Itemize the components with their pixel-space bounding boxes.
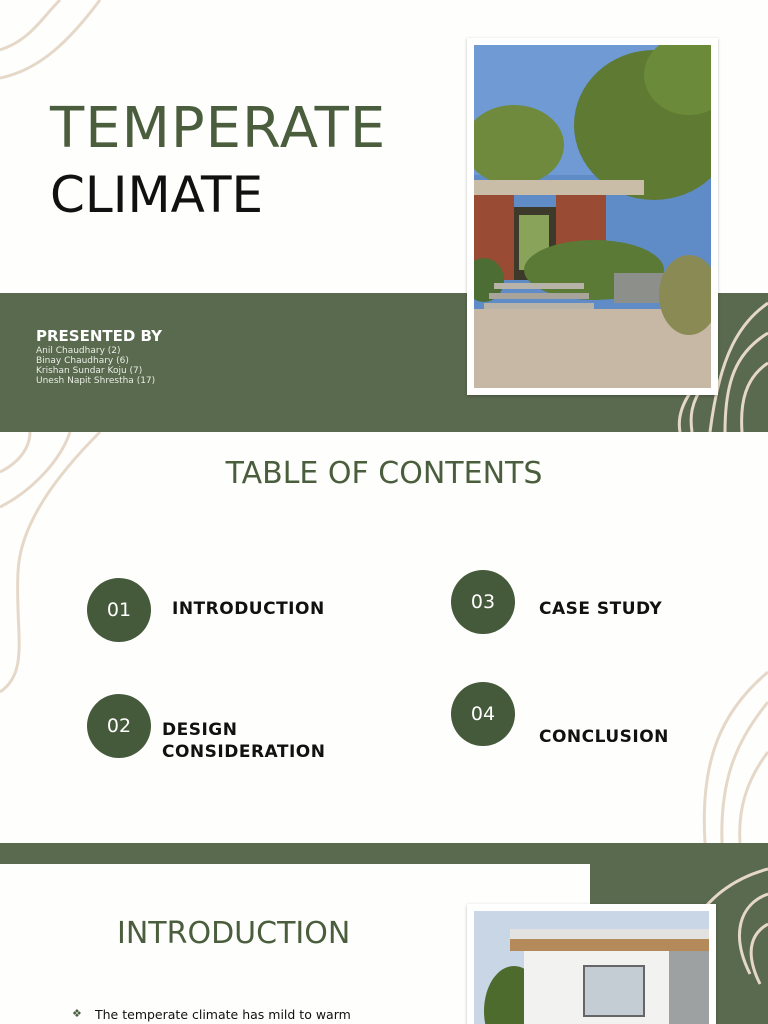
section-number-badge: 02: [87, 694, 151, 758]
section-number-badge: 04: [451, 682, 515, 746]
toc-heading: TABLE OF CONTENTS: [225, 456, 543, 491]
presenter-name: Anil Chaudhary (2): [36, 346, 121, 356]
section-number-badge: 03: [451, 570, 515, 634]
house-photo-frame: [467, 38, 718, 395]
diamond-bullet-icon: ❖: [72, 1007, 82, 1020]
toc-item-conclusion[interactable]: CONCLUSION: [539, 727, 669, 747]
section-number-badge: 01: [87, 578, 151, 642]
house-photo-frame: [467, 904, 716, 1024]
presentation-title-line-2: CLIMATE: [50, 166, 264, 224]
introduction-heading: INTRODUCTION: [117, 916, 351, 951]
green-band: [0, 843, 768, 864]
presentation-title-line-1: TEMPERATE: [50, 96, 387, 161]
title-slide: [0, 0, 768, 432]
introduction-slide: [0, 864, 768, 1024]
contour-lines-decoration: [0, 432, 768, 864]
table-of-contents-slide: [0, 432, 768, 864]
house-photo: [474, 45, 711, 388]
bullet-text: The temperate climate has mild to warm: [95, 1007, 351, 1022]
presented-by-heading: PRESENTED BY: [36, 327, 163, 345]
presenter-list: [36, 346, 155, 386]
toc-item-case-study[interactable]: CASE STUDY: [539, 599, 663, 619]
toc-item-introduction[interactable]: INTRODUCTION: [172, 599, 325, 619]
house-photo: [474, 911, 709, 1024]
toc-label-line: DESIGN: [162, 720, 238, 740]
presenter-name: Binay Chaudhary (6): [36, 356, 129, 366]
presenter-name: Unesh Napit Shrestha (17): [36, 376, 156, 386]
presenter-name: Krishan Sundar Koju (7): [36, 366, 143, 376]
toc-label-line: CONSIDERATION: [162, 742, 326, 762]
toc-item-design-consideration[interactable]: [162, 719, 325, 763]
